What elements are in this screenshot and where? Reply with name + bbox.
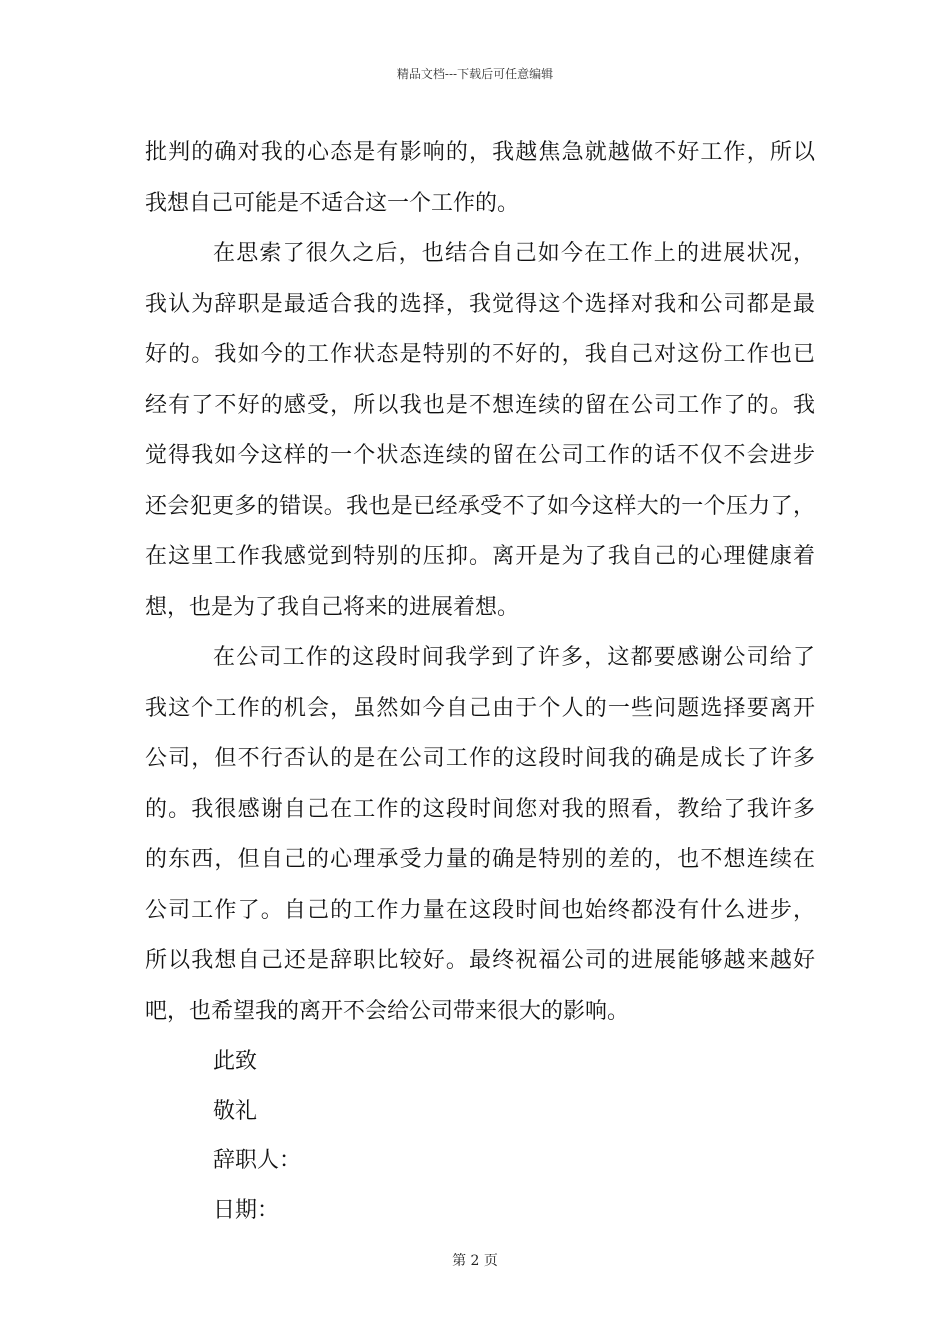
text-line: 吧，也希望我的离开不会给公司带来很大的影响。 [145,998,630,1024]
text-line: 公司工作了。自己的工作力量在这段时间也始终都没有什么进步， [145,897,815,923]
salutation-line: 敬礼 [213,1098,258,1124]
letter-body [145,128,815,1235]
text-line: 在这里工作我感觉到特别的压抑。离开是为了我自己的心理健康着 [145,544,815,569]
text-line: 觉得我如今这样的一个状态连续的留在公司工作的话不仅不会进步 [145,443,815,468]
paragraph [145,633,815,1037]
text-line: 我这个工作的机会，虽然如今自己由于个人的一些问题选择要离开 [145,695,815,721]
text-line: 经有了不好的感受，所以我也是不想连续的留在公司工作了的。我 [145,392,815,418]
text-line: 所以我想自己还是辞职比较好。最终祝福公司的进展能够越来越好 [145,948,815,973]
letter-closing [145,1037,815,1235]
text-line: 公司，但不行否认的是在公司工作的这段时间我的确是成长了许多 [145,746,815,771]
text-line: 的东西，但自己的心理承受力量的确是特别的差的，也不想连续在 [145,847,815,872]
text-line: 的。我很感谢自己在工作的这段时间您对我的照看，教给了我许多 [145,796,815,822]
text-line: 想，也是为了我自己将来的进展着想。 [145,594,520,620]
text-line: 好的。我如今的工作状态是特别的不好的，我自己对这份工作也已 [145,342,815,367]
salutation-line: 此致 [213,1049,258,1074]
text-line: 我认为辞职是最适合我的选择，我觉得这个选择对我和公司都是最 [145,291,815,317]
signer-label: 辞职人： [213,1148,302,1173]
paragraph [145,128,815,229]
text-line: 批判的确对我的心态是有影响的，我越焦急就越做不好工作，所以 [145,140,815,165]
text-line: 还会犯更多的错误。我也是已经承受不了如今这样大的一个压力了， [145,493,815,519]
page-header: 精品文档---下载后可任意编辑 [396,67,554,81]
text-line: 在公司工作的这段时间我学到了许多，这都要感谢公司给了 [213,645,815,670]
date-label: 日期： [213,1197,280,1223]
text-line: 我想自己可能是不适合这一个工作的。 [145,190,520,216]
text-line: 在思索了很久之后，也结合自己如今在工作上的进展状况， [213,241,815,266]
page-number: 第 2 页 [452,1253,498,1269]
paragraph [145,229,815,633]
